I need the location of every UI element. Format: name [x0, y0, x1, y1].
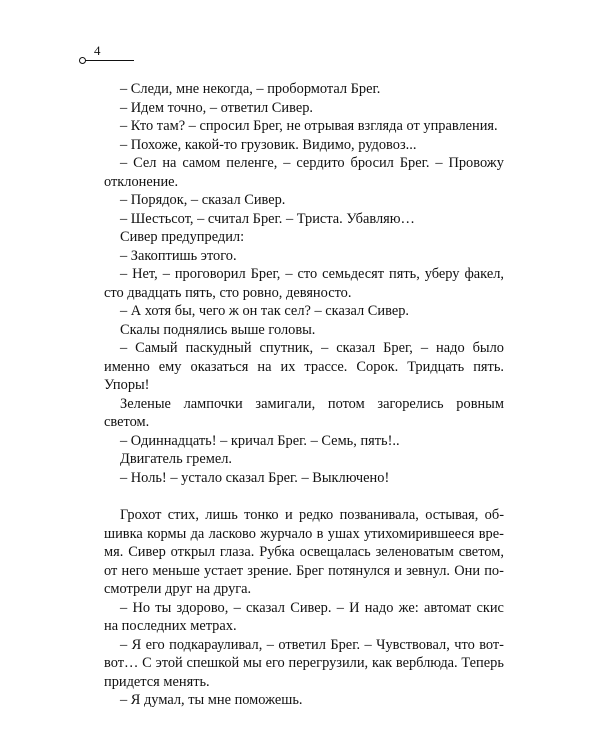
text-line: светом.	[104, 414, 150, 430]
text-line: – Но ты здорово, – сказал Сивер. – И надо же: автомат скис	[120, 599, 504, 616]
text-line: – А хотя бы, чего ж он так сел? – сказал Сивер.	[120, 303, 409, 319]
header-rule	[82, 60, 134, 61]
text-section-dialogue	[104, 80, 504, 487]
text-line: – Порядок, – сказал Сивер.	[120, 192, 286, 208]
text-line: – Идем точно, – ответил Сивер.	[120, 99, 313, 116]
text-line: – Я его подкарауливал, – ответил Брег. – Чувствовал, что вот-	[120, 636, 504, 653]
text-section-narrative	[104, 506, 504, 710]
text-line: вот… С этой спешкой мы его перегрузили, как верблюда. Теперь	[104, 655, 504, 671]
text-line: Двигатель гремел.	[120, 451, 233, 467]
text-line: Зеленые лампочки замигали, потом загорелись ровным	[120, 395, 504, 412]
text-line: смотрели друг на друга.	[104, 581, 252, 597]
text-line: отклонение.	[104, 173, 179, 190]
text-line: придется менять.	[104, 673, 210, 690]
text-line: мя. Сивер открыл глаза. Рубка освещалась зеленоватым светом,	[104, 544, 504, 560]
text-line: – Я думал, ты мне поможешь.	[120, 692, 303, 708]
page-number: 4	[94, 43, 101, 58]
text-line: сто двадцать пять, сто ровно, девяносто.	[104, 284, 352, 301]
text-line: от него меньше устает зрение. Брег потянулся и зевнул. Они по-	[104, 562, 504, 579]
text-line: – Сел на самом пеленге, – сердито бросил Брег. – Провожу	[120, 155, 504, 171]
text-line: Упоры!	[104, 377, 150, 393]
text-line: – Самый паскудный спутник, – сказал Брег, – надо было	[120, 340, 504, 356]
section-break	[104, 487, 504, 506]
text-line: – Закоптишь этого.	[120, 247, 237, 264]
text-line: на последних метрах.	[104, 618, 237, 634]
text-line: Грохот стих, лишь тонко и редко позванивала, остывая, об-	[120, 507, 504, 523]
text-line: шивка кормы да ласково журчало в ушах утихомирившееся вре-	[104, 525, 504, 542]
text-line: – Одиннадцать! – кричал Брег. – Семь, пять!..	[120, 432, 400, 449]
text-line: – Ноль! – устало сказал Брег. – Выключено!	[120, 469, 390, 486]
text-line: – Следи, мне некогда, – пробормотал Брег.	[120, 81, 381, 97]
text-line: – Кто там? – спросил Брег, не отрывая взгляда от управления.	[120, 118, 498, 134]
text-line: именно ему оказаться на их трассе. Сорок. Тридцать пять.	[104, 358, 504, 375]
text-line: – Нет, – проговорил Брег, – сто семьдесят пять, уберу факел,	[120, 266, 504, 282]
header-ornament-dot	[79, 57, 86, 64]
text-line: Сивер предупредил:	[120, 229, 245, 245]
text-line: Скалы поднялись выше головы.	[120, 321, 316, 338]
body-text	[104, 80, 504, 710]
text-line: – Похоже, какой-то грузовик. Видимо, рудовоз...	[120, 136, 417, 153]
text-line: – Шестьсот, – считал Брег. – Триста. Убавляю…	[120, 210, 415, 227]
